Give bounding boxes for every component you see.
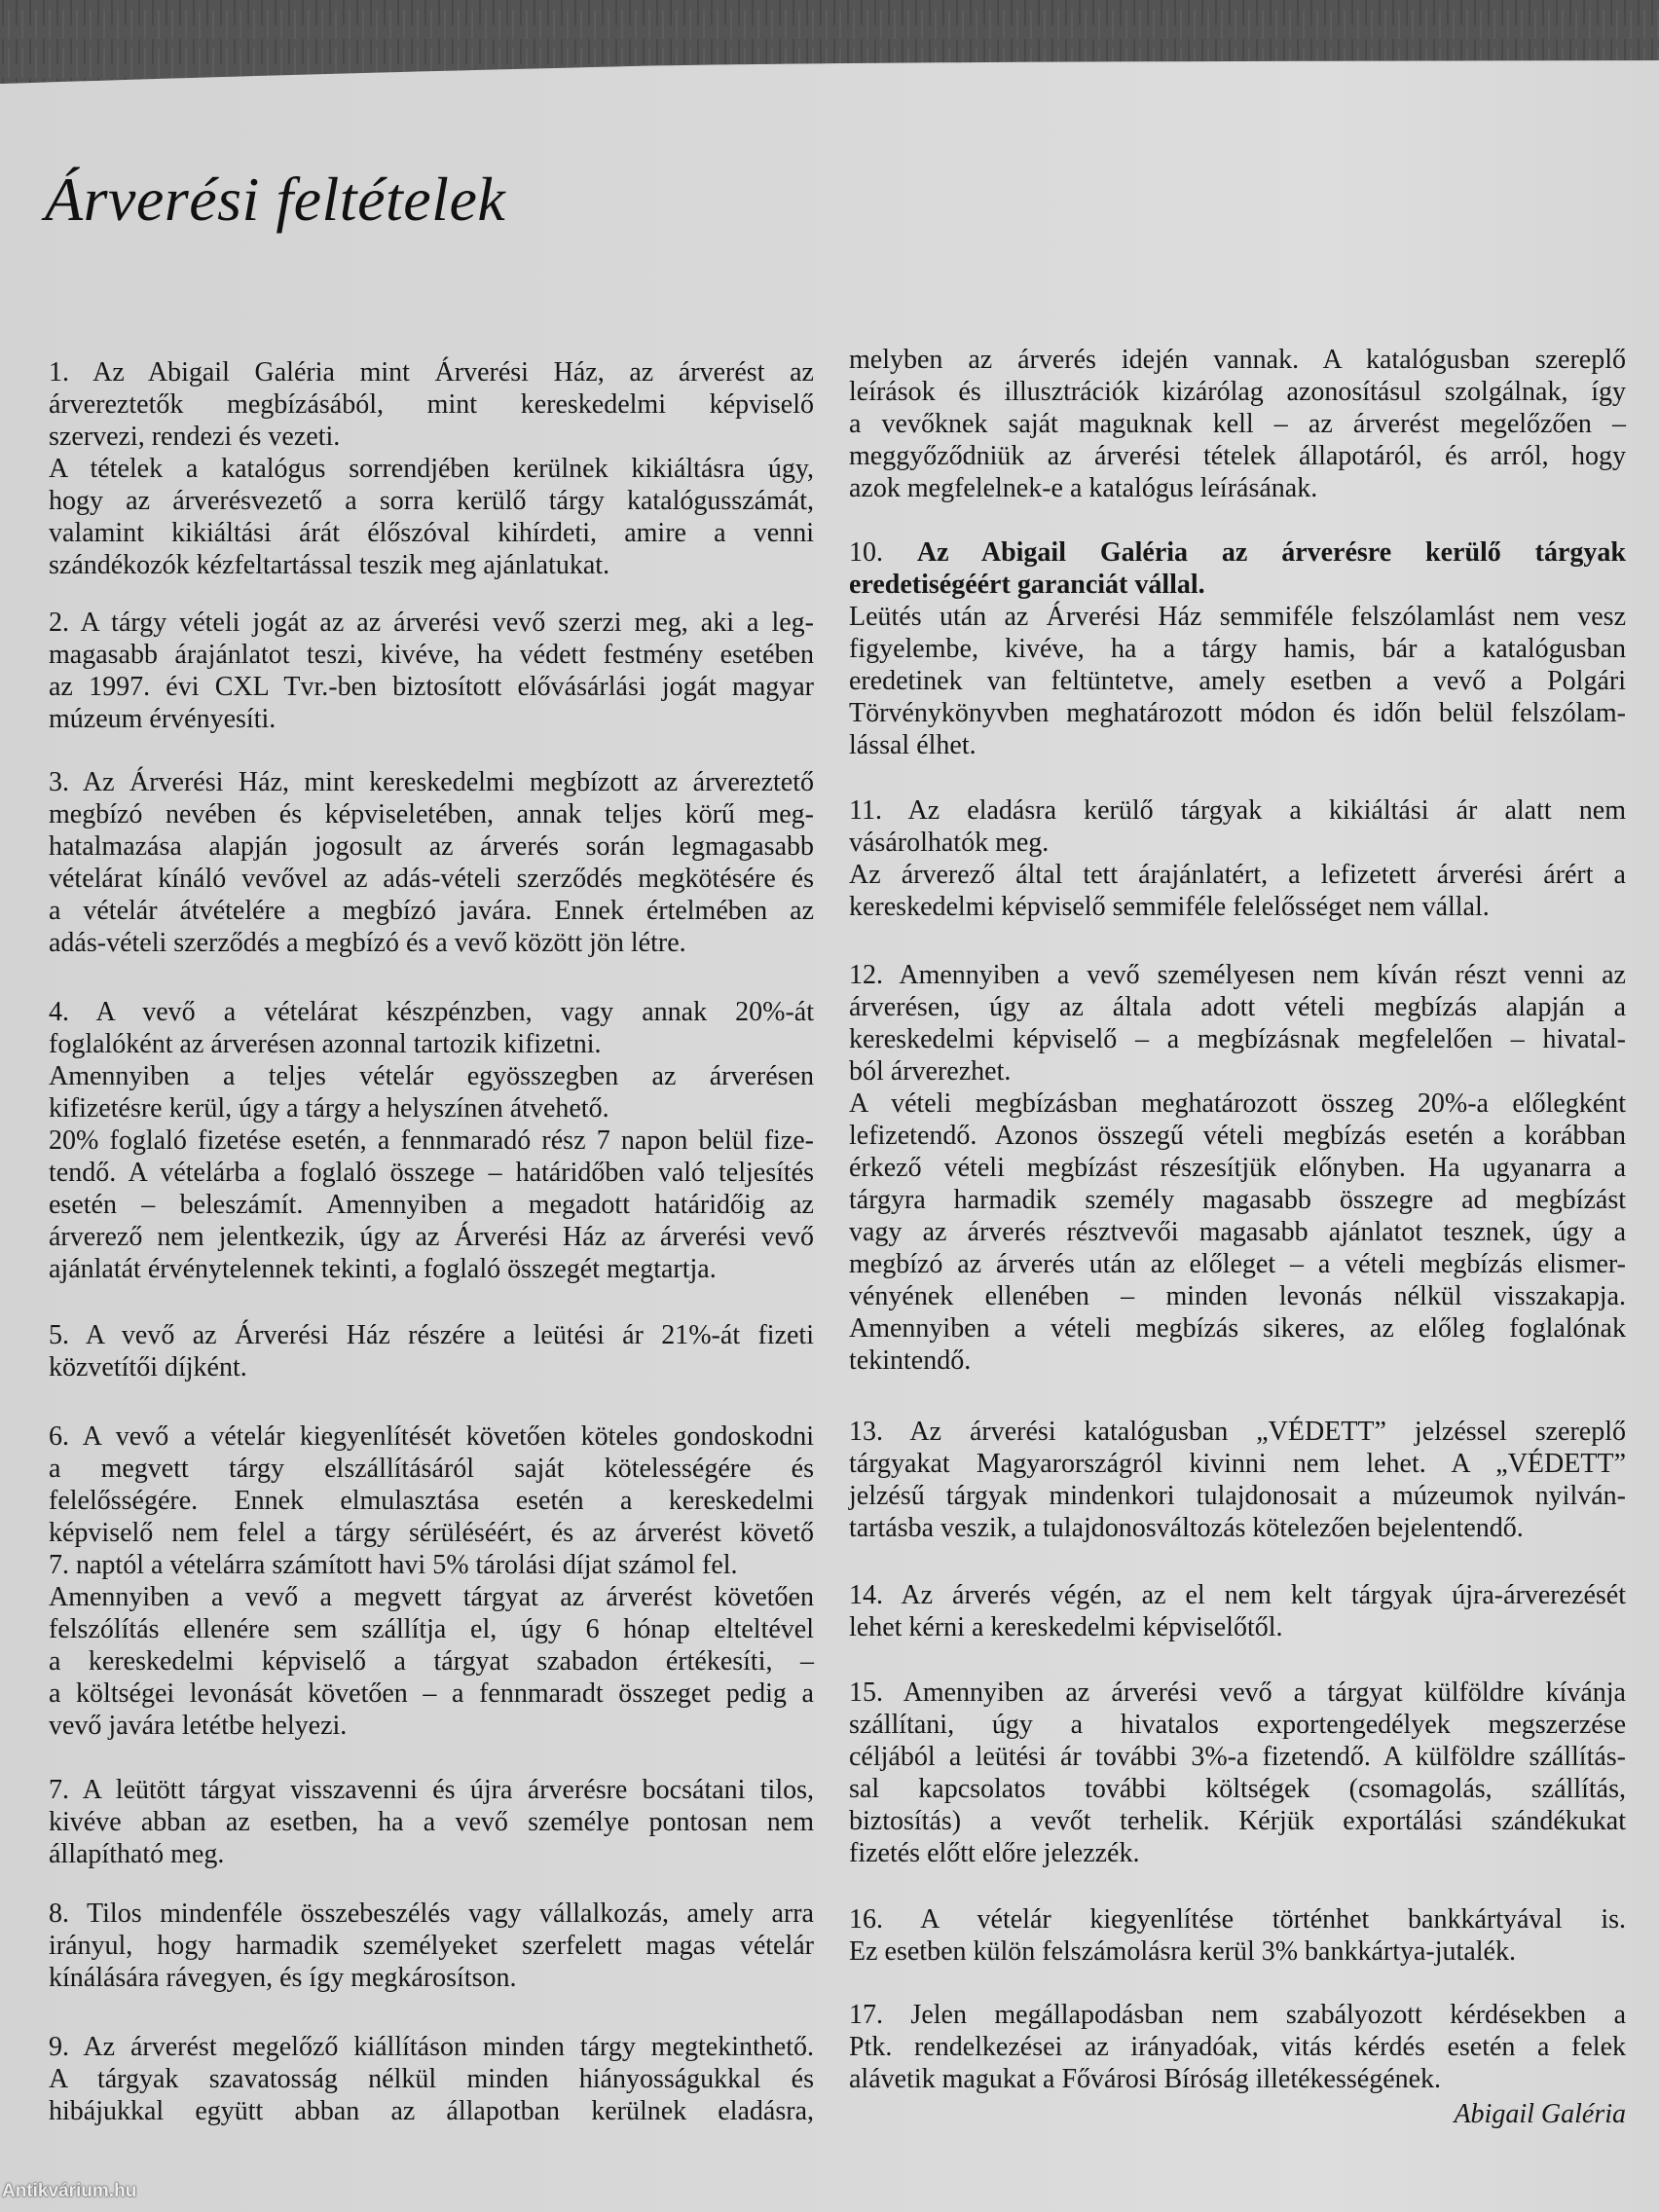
text-line [49,1774,814,1806]
condition-paragraph [49,996,814,1285]
line-text: sal kapcsolatos további költségek (csomagolás, szállítás, [849,1774,1626,1804]
text-line [849,1448,1626,1480]
line-text: fizetés előtt előre jelezzék. [849,1838,1140,1868]
text-line [849,344,1626,376]
text-line [849,859,1626,891]
text-line [49,1420,814,1453]
line-text: Amennyiben a vételi megbízás sikeres, az előleg foglalónak [849,1313,1626,1344]
condition-paragraph [849,344,1626,504]
text-line [849,1055,1626,1088]
line-text: 5. A vevő az Árverési Ház részére a leütési ár 21%-át fizeti [49,1320,814,1350]
line-text: 13. Az árverési katalógusban „VÉDETT” jelzéssel szereplő [849,1417,1626,1447]
text-line [49,1028,814,1060]
line-text: 20% foglaló fizetése esetén, a fennmaradó rész 7 napon belül fize- [49,1125,814,1156]
text-line [849,1579,1626,1611]
line-text: Az árverező által tett árajánlatért, a lefizetett árverési árért a [849,860,1626,890]
text-line [849,472,1626,504]
line-text: azok megfelelnek-e a katalógus leírásának. [849,473,1318,503]
text-line [849,1936,1626,1968]
text-line [849,1773,1626,1805]
line-text: jelzésű tárgyak mindenkori tulajdonosait a múzeumok nyilván- [849,1481,1626,1511]
text-line [49,356,814,388]
line-text: eredetinek van feltüntetve, amely esetben a vevő a Polgári [849,666,1626,696]
line-text: szervezi, rendezi és vezeti. [49,422,341,452]
text-line [849,408,1626,440]
line-text: szándékozók kézfeltartással teszik meg ajánlatukat. [49,550,610,580]
text-line [49,1157,814,1189]
line-text: leírások és illusztrációk kizárólag azonosításul szolgálnak, így [849,377,1626,407]
text-line [849,1152,1626,1184]
line-text: 17. Jelen megállapodásban nem szabályozott kérdésekben a [849,2000,1626,2030]
text-line [49,895,814,927]
text-line [49,2063,814,2095]
line-text: 3. Az Árverési Ház, mint kereskedelmi megbízott az árvereztető [49,767,814,797]
line-text: esetén – beleszámít. Amennyiben a megadott határidőig az [49,1190,814,1220]
text-line [49,766,814,798]
line-text: lefizetendő. Azonos összegű vételi megbízás esetén a korábban [849,1121,1626,1151]
line-text: Leütés után az Árverési Ház semmiféle felszólamlást nem vesz [849,602,1626,632]
line-text: megbízó az árverés után az előleget – a vételi megbízás elismer- [849,1249,1626,1279]
text-line [49,517,814,549]
background-surface [0,0,1659,92]
line-text: A tételek a katalógus sorrendjében kerülnek kikiáltásra úgy, [49,454,814,484]
text-line [49,996,814,1028]
text-line [49,798,814,830]
text-line [849,1088,1626,1120]
line-text: 14. Az árverés végén, az el nem kelt tárgyak újra-árverezését [849,1580,1626,1610]
text-line [49,2031,814,2063]
line-text: kivéve abban az esetben, ha a vevő személye pontosan nem [49,1807,814,1837]
line-text: lehet kérni a kereskedelmi képviselőtől. [849,1612,1283,1642]
line-text: Amennyiben a vevő a megvett tárgyat az árverést követően [49,1582,814,1612]
line-text: meggyőződniük az árverési tételek állapotáról, és arról, hogy [849,441,1626,471]
text-line [849,1312,1626,1345]
text-line [49,1898,814,1930]
text-line [49,1485,814,1517]
text-line [49,1253,814,1285]
text-line [849,1280,1626,1312]
text-line [849,2063,1626,2095]
line-text: állapítható meg. [49,1839,225,1869]
line-text: az 1997. évi CXL Tvr.-ben biztosított elővásárlási jogát magyar [49,672,814,702]
line-text: árvereztetők megbízásából, mint kereskedelmi képviselő [49,389,814,420]
text-line [849,1903,1626,1936]
text-line [849,1416,1626,1448]
text-line [49,453,814,485]
line-text: hogy az árverésvezető a sorra kerülő tárgy katalógusszámát, [49,486,814,516]
line-text: kereskedelmi képviselő – a megbízásnak megfelelően – hivatal- [849,1024,1626,1054]
line-text: kereskedelmi képviselő semmiféle felelősséget nem vállal. [849,892,1490,922]
text-line [849,1512,1626,1544]
text-line [849,2031,1626,2063]
line-text: tárgyakat Magyarországról kivinni nem lehet. A „VÉDETT” [849,1449,1626,1479]
condition-paragraph [849,959,1626,1377]
line-text: melyben az árverés idején vannak. A katalógusban szereplő [849,345,1626,375]
text-line [49,1221,814,1253]
line-text: ajánlatát érvénytelennek tekinti, a foglaló összegét megtartja. [49,1254,717,1284]
line-text: árverező nem jelentkezik, úgy az Árverési Ház az árverési vevő [49,1222,814,1252]
text-line [49,1351,814,1383]
line-text: 11. Az eladásra kerülő tárgyak a kikiáltási ár alatt nem [849,795,1626,826]
text-line [49,1189,814,1221]
line-text: tekintendő. [849,1346,972,1376]
text-line [49,485,814,517]
text-line [849,1709,1626,1741]
line-text: a kereskedelmi képviselő a tárgyat szabadon értékesíti, – [49,1646,814,1677]
line-text: 9. Az árverést megelőző kiállításon minden tárgy megtekinthető. [49,2032,814,2062]
text-line [849,891,1626,923]
text-line [849,601,1626,633]
condition-paragraph [49,1420,814,1742]
text-line [849,1837,1626,1869]
condition-paragraph [49,1898,814,1994]
text-line [49,1613,814,1645]
line-text: Törvénykönyvben meghatározott módon és időn belül felszólam- [849,698,1626,728]
line-text: hibájukkal együtt abban az állapotban kerülnek eladásra, [49,2096,814,2126]
line-text: vételárat kínáló vevővel az adás-vételi szerződés megkötésére és [49,864,814,894]
condition-paragraph [849,1677,1626,1869]
text-line [49,703,814,735]
text-line [49,639,814,671]
line-text: a vevőknek saját maguknak kell – az árverést megelőzően – [849,409,1626,439]
text-line [849,729,1626,761]
text-line [49,1710,814,1742]
line-text: képviselő nem felel a tárgy sérüléséért, és az árverést követő [49,1518,814,1548]
condition-paragraph [849,794,1626,923]
line-text: Amennyiben a teljes vételár egyösszegben az árverésen [49,1061,814,1091]
condition-paragraph [49,607,814,735]
text-line [49,1838,814,1870]
line-text: foglalóként az árverésen azonnal tartozik kifizetni. [49,1029,602,1059]
line-text: biztosítás) a vevőt terhelik. Kérjük exportálási szándékukat [849,1806,1626,1836]
text-line [849,1248,1626,1280]
text-line [49,671,814,703]
line-text: 7. naptól a vételárra számított havi 5% tárolási díjat számol fel. [49,1550,738,1580]
text-line [49,1581,814,1613]
text-line [49,1549,814,1581]
condition-paragraph [849,1999,1626,2095]
line-text: vevő javára letétbe helyezi. [49,1711,348,1741]
text-line [849,1120,1626,1152]
line-text: vásárolhatók meg. [849,828,1050,858]
text-line [49,549,814,581]
condition-paragraph [49,2031,814,2127]
text-line [849,1741,1626,1773]
text-line [849,1999,1626,2031]
text-line [849,1805,1626,1837]
text-line [49,388,814,421]
text-line [49,863,814,895]
line-text: múzeum érvényesíti. [49,704,276,734]
text-line [849,1677,1626,1709]
line-text: céljából a leütési ár további 3%-a fizetendő. A külföldre szállítás- [849,1742,1626,1772]
text-line [49,1806,814,1838]
line-text: a vételár átvételére a megbízó javára. Ennek értelmében az [49,896,814,926]
line-text: 12. Amennyiben a vevő személyesen nem kíván részt venni az [849,960,1626,990]
text-line [49,607,814,639]
condition-paragraph [849,1579,1626,1643]
text-line [49,1677,814,1710]
line-text: Ez esetben külön felszámolásra kerül 3% bankkártya-jutalék. [849,1936,1516,1967]
line-text: Ptk. rendelkezései az irányadóak, vitás kérdés esetén a felek [849,2032,1626,2062]
condition-paragraph [49,356,814,581]
text-line [849,1480,1626,1512]
text-line [49,1124,814,1157]
line-text: 7. A leütött tárgyat visszavenni és újra árverésre bocsátani tilos, [49,1775,814,1805]
text-line [849,1611,1626,1643]
page-title: Árverési feltételek [45,165,506,234]
text-line [49,1645,814,1677]
text-line [849,1345,1626,1377]
text-line [49,927,814,959]
line-text: vagy az árverés résztvevői magasabb ajánlatot tesznek, úgy a [849,1217,1626,1247]
condition-paragraph [849,1416,1626,1544]
line-text: árverésen, úgy az általa adott vételi megbízás alapján a [849,992,1626,1022]
text-line [849,827,1626,859]
text-line [49,1092,814,1124]
condition-paragraph [49,766,814,959]
text-line [849,959,1626,991]
line-text: 4. A vevő a vételárat készpénzben, vagy annak 20%-át [49,997,814,1027]
text-line [49,421,814,453]
condition-paragraph [849,536,1626,761]
line-text: a megvett tárgy elszállításáról saját kötelességére és [49,1454,814,1484]
line-text: vényének ellenében – minden levonás nélkül visszakapja. [849,1281,1626,1311]
line-text: 15. Amennyiben az árverési vevő a tárgyat külföldre kívánja [849,1677,1626,1708]
line-text: 2. A tárgy vételi jogát az az árverési vevő szerzi meg, aki a leg- [49,608,814,638]
bold-heading-text: eredetiségéért garanciát vállal. [849,570,1205,600]
text-line [49,1453,814,1485]
line-text: 1. Az Abigail Galéria mint Árverési Ház, az árverést az [49,357,814,387]
text-line [849,1184,1626,1216]
text-line [849,633,1626,665]
line-text: megbízó nevében és képviseletében, annak teljes körű meg- [49,799,814,830]
text-line [849,794,1626,827]
line-text: kínálására rávegyen, és így megkárosítson. [49,1963,517,1993]
text-line [849,536,1626,569]
line-text: közvetítői díjként. [49,1352,247,1382]
line-text: szállítani, úgy a hivatalos exportengedélyek megszerzése [849,1710,1626,1740]
line-text: ból árverezhet. [849,1056,1012,1087]
text-line [849,376,1626,408]
bold-heading-text: Az Abigail Galéria az árverésre kerülő tárgyak [916,537,1627,568]
line-text: 16. A vételár kiegyenlítése történhet bankkártyával is. [849,1904,1626,1935]
text-line [849,569,1626,601]
line-text: magasabb árajánlatot teszi, kivéve, ha védett festmény esetében [49,640,814,670]
line-text: A tárgyak szavatosság nélkül minden hiányosságukkal és [49,2064,814,2094]
line-text: irányul, hogy harmadik személyeket szerfelett magas vételár [49,1931,814,1961]
condition-paragraph [49,1774,814,1870]
line-text: lással élhet. [849,730,977,760]
line-text: felszólítás ellenére sem szállítja el, úgy 6 hónap elteltével [49,1614,814,1644]
line-text: kifizetésre kerül, úgy a tárgy a helyszínen átvehető. [49,1093,609,1124]
text-line [49,1962,814,1994]
text-line [49,2095,814,2127]
condition-paragraph [49,1319,814,1383]
line-text: felelősségére. Ennek elmulasztása esetén a kereskedelmi [49,1486,814,1516]
text-line [849,697,1626,729]
paragraph-number: 10. [849,537,883,568]
text-line [49,1517,814,1549]
text-line [49,1319,814,1351]
line-text: a költségei levonását követően – a fennmaradt összeget pedig a [49,1678,814,1709]
text-line [849,1216,1626,1248]
text-line [849,665,1626,697]
line-text: hatalmazása alapján jogosult az árverés során legmagasabb [49,831,814,862]
line-text: tárgyra harmadik személy magasabb összegre ad megbízást [849,1185,1626,1215]
line-text: A vételi megbízásban meghatározott összeg 20%-a előlegként [849,1088,1626,1119]
text-line [849,991,1626,1023]
line-text: alávetik magukat a Fővárosi Bíróság illetékességének. [849,2064,1442,2094]
line-text: érkező vételi megbízást részesítjük előnyben. Ha ugyanarra a [849,1153,1626,1183]
text-line [49,1930,814,1962]
line-text: figyelembe, kivéve, ha a tárgy hamis, bár a katalógusban [849,634,1626,664]
line-text: 8. Tilos mindenféle összebeszélés vagy vállalkozás, amely arra [49,1899,814,1929]
line-text: adás-vételi szerződés a megbízó és a vevő között jön létre. [49,928,686,958]
line-text: 6. A vevő a vételár kiegyenlítését követően köteles gondoskodni [49,1421,814,1452]
text-line [849,440,1626,472]
signature: Abigail Galéria [1454,2099,1626,2129]
text-line [49,830,814,863]
line-text: valamint kikiáltási árát élőszóval kihírdeti, amire a venni [49,518,814,548]
line-text: tendő. A vételárba a foglaló összege – határidőben való teljesítés [49,1158,814,1188]
text-line [849,1023,1626,1055]
condition-paragraph [849,1903,1626,1968]
line-text: tartásba veszik, a tulajdonosváltozás kötelezően bejelentendő. [849,1513,1524,1543]
text-line [49,1060,814,1092]
watermark: Antikvárium.hu [2,2181,137,2201]
